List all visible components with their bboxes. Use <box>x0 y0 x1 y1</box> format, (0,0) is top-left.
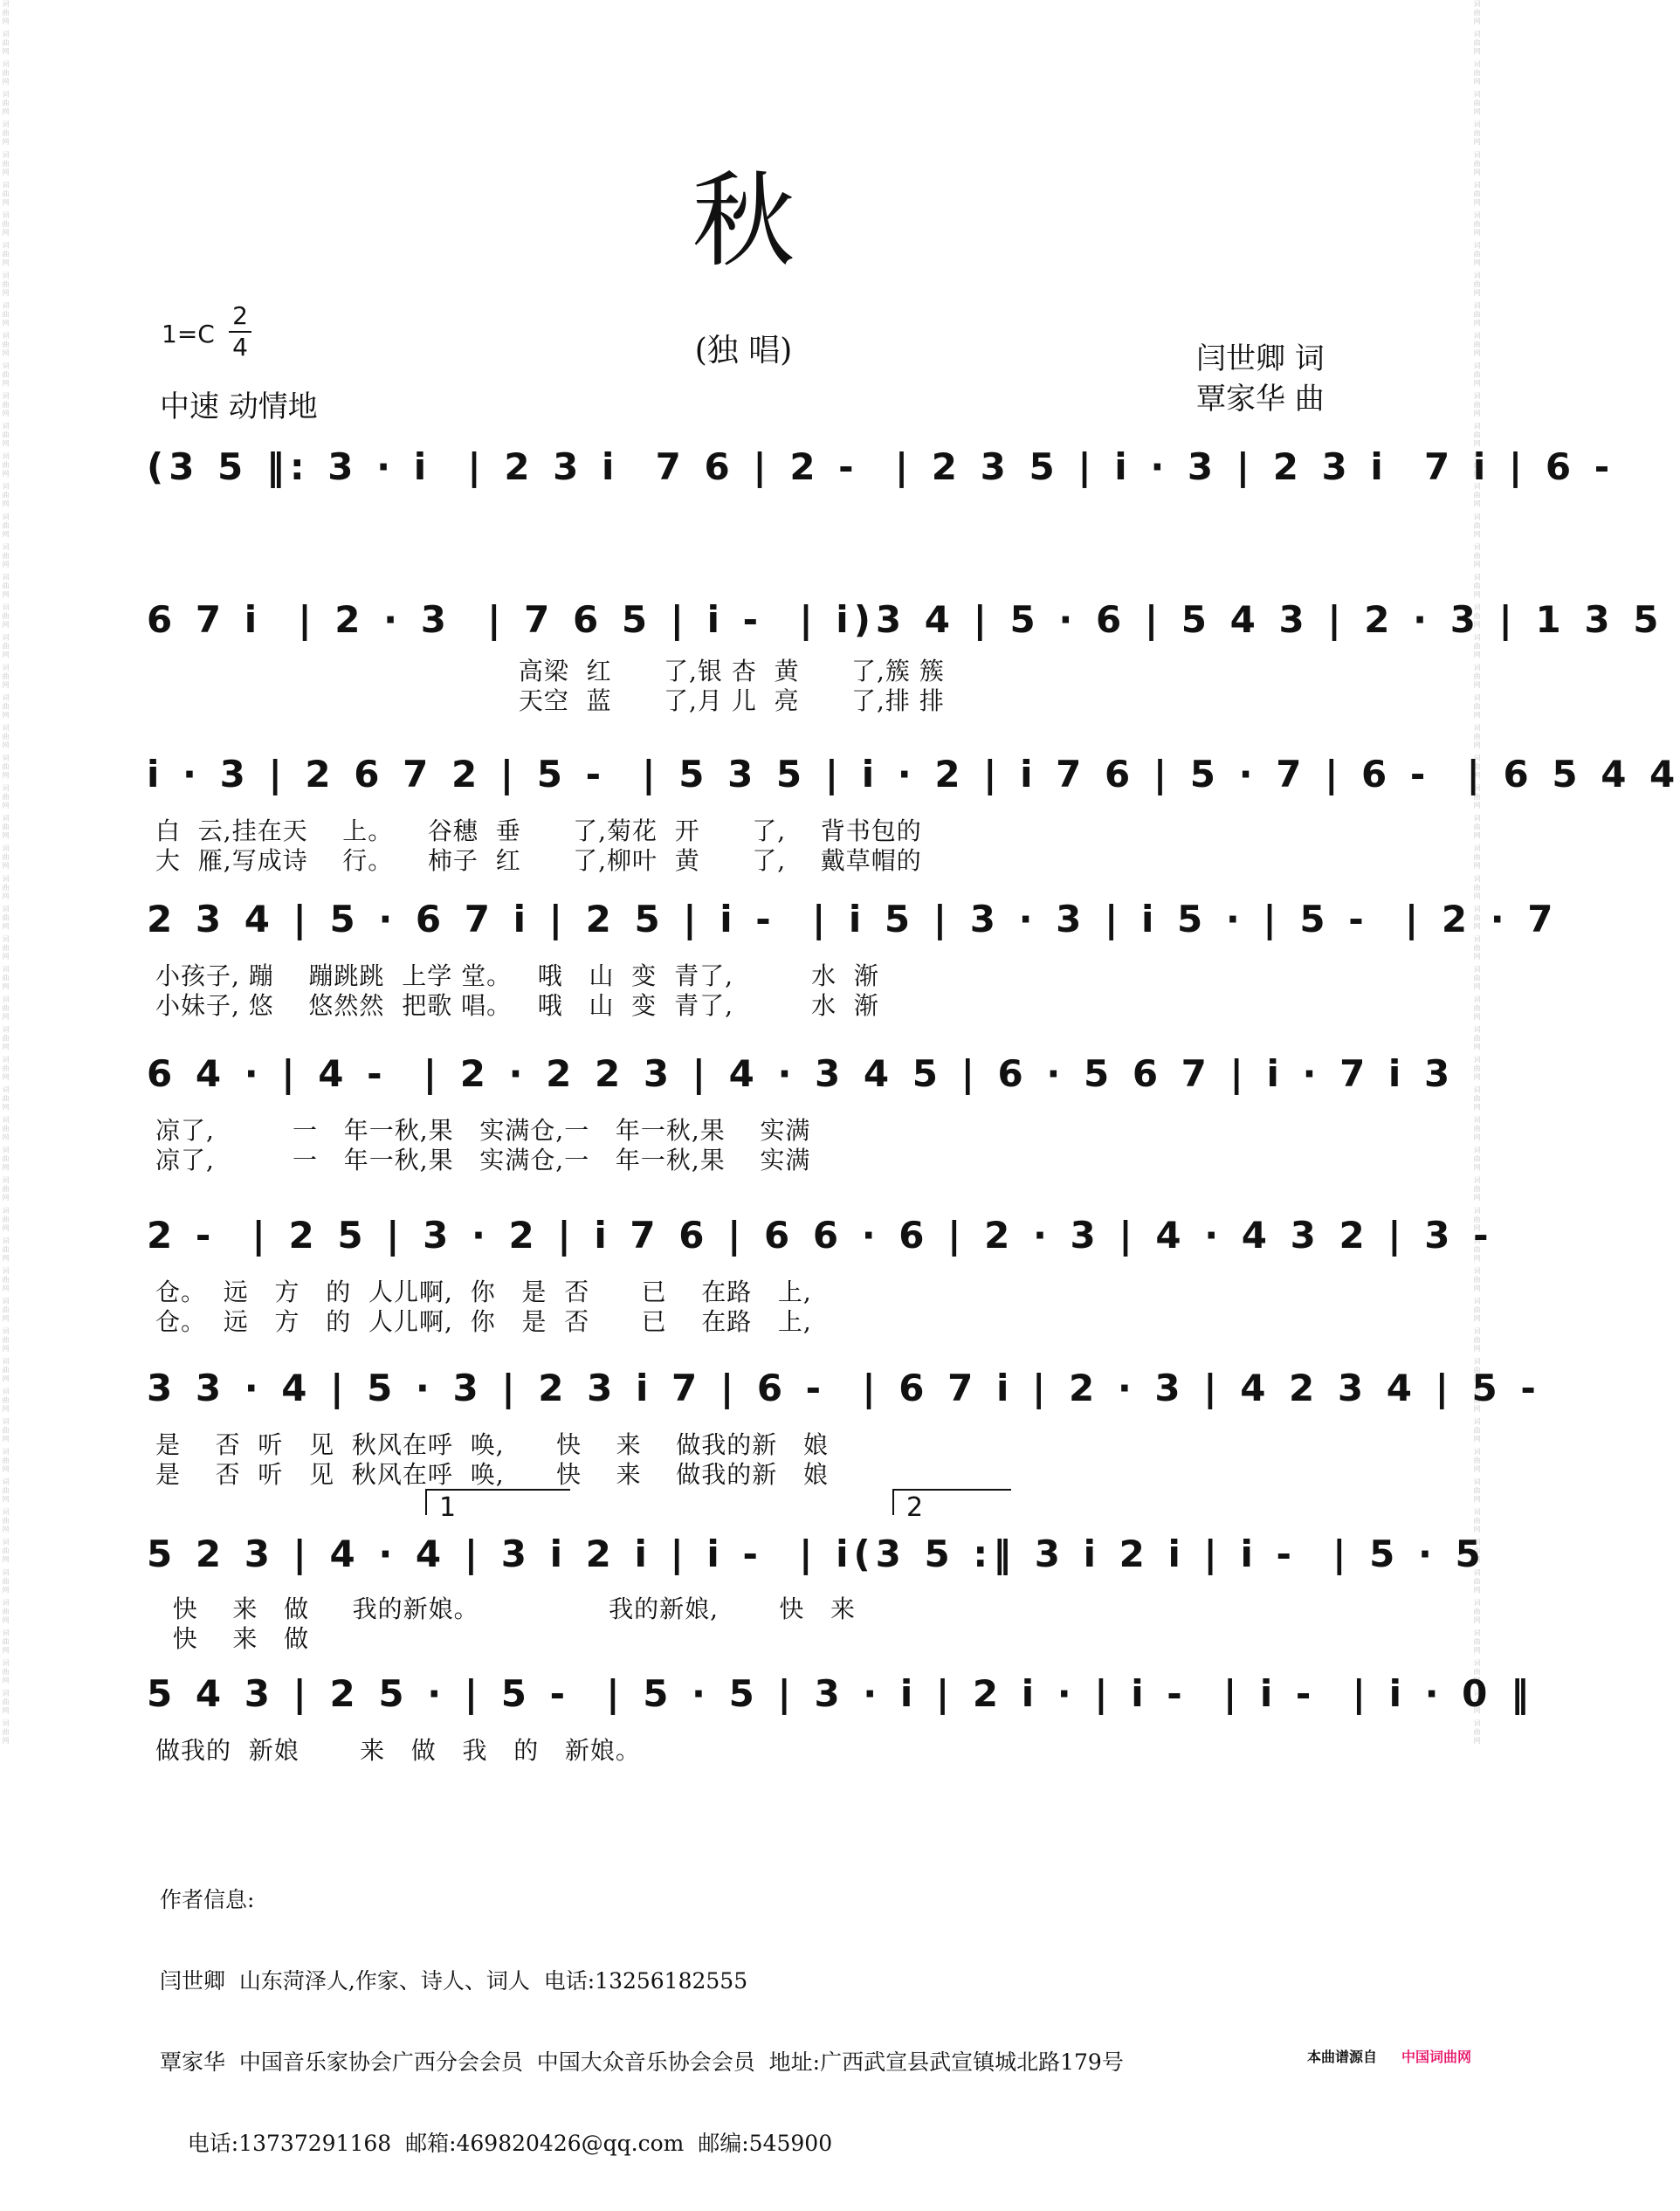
notation-line: (3 5 ‖: 3 · i | 2 3 i 7 6 | 2 - | 2 3 5 | i · 3 | 2 3 i 7 i | 6 - <box>147 445 1615 488</box>
song-title: 秋 <box>692 161 795 281</box>
time-signature-top: 2 <box>232 301 248 330</box>
author-info-heading: 作者信息: <box>160 1887 255 1912</box>
notation-line: 3 3 · 4 | 5 · 3 | 2 3 i 7 | 6 - | 6 7 i | 2 · 3 | 4 2 3 4 | 5 - <box>147 1367 1541 1409</box>
watermark-left: 词曲网 词曲网 词曲网 词曲网 词曲网 词曲网 词曲网 词曲网 词曲网 词曲网 词曲网 词曲网 词曲网 词曲网 词曲网 词曲网 词曲网 词曲网 词曲网 词曲网 词曲网 词曲网 词曲网 词曲网 词曲网 词曲网 词曲网 词曲网 词曲网 词曲网 词曲网 词曲网 词曲网 词曲网 词曲网 词曲网 词曲网 词曲网 词曲网 词曲网 词曲网 词曲网 词曲网 词曲网 词曲网 词曲网 词曲网 词曲网 词曲网 词曲网 词曲网 词曲网 词曲网 词曲网 词曲网 词曲网 词曲网 词曲网 <box>2 0 10 1746</box>
staff-line <box>147 898 1559 1029</box>
author-info <box>160 1832 1124 2211</box>
lyric-verse-2: 快 来 做 <box>155 1624 310 1653</box>
lyricist-credit: 闫世卿 词 <box>1196 341 1325 376</box>
lyric-verse-2: 天空 蓝 了,月 儿 亮 了,排 排 <box>155 686 945 715</box>
source-label: 本曲谱源自 <box>1306 2049 1377 2065</box>
watermark-right: 词曲网 词曲网 词曲网 词曲网 词曲网 词曲网 词曲网 词曲网 词曲网 词曲网 词曲网 词曲网 词曲网 词曲网 词曲网 词曲网 词曲网 词曲网 词曲网 词曲网 词曲网 词曲网 词曲网 词曲网 词曲网 词曲网 词曲网 词曲网 词曲网 词曲网 词曲网 词曲网 词曲网 词曲网 词曲网 词曲网 词曲网 词曲网 词曲网 词曲网 词曲网 词曲网 词曲网 词曲网 词曲网 词曲网 词曲网 词曲网 词曲网 词曲网 词曲网 词曲网 词曲网 词曲网 词曲网 词曲网 词曲网 词曲网 <box>1473 0 1481 1746</box>
lyric-verse-1: 白 云,挂在天 上。 谷穗 垂 了,菊花 开 了, 背书包的 <box>155 816 922 845</box>
source-brand-link[interactable]: 中国词曲网 <box>1401 2049 1471 2065</box>
key-signature: 1=C <box>162 320 215 348</box>
lyric-verse-1: 高梁 红 了,银 杏 黄 了,簇 簇 <box>155 657 945 685</box>
staff-line <box>147 445 1615 524</box>
lyric-verse-1: 仓。 远 方 的 人儿啊, 你 是 否 已 在路 上, <box>155 1278 812 1306</box>
staff-line <box>147 1214 1494 1345</box>
credits <box>1196 339 1325 419</box>
notation-line: 5 2 3 | 4 · 4 | 3 i 2 i | i - | i(3 5 :‖ 3 i 2 i | i - | 5 · 5 <box>147 1533 1486 1575</box>
lyric-verse-2: 大 雁,写成诗 行。 柿子 红 了,柳叶 黄 了, 戴草帽的 <box>155 846 922 875</box>
lyric-verse-2: 仓。 远 方 的 人儿啊, 你 是 否 已 在路 上, <box>155 1307 812 1336</box>
notation-line: 6 7 i | 2 · 3 | 7 6 5 | i - | i)3 4 | 5 · 6 | 5 4 3 | 2 · 3 | 1 3 5 <box>147 598 1664 641</box>
lyric-verse-1: 是 否 听 见 秋风在呼 唤, 快 来 做我的新 娘 <box>155 1430 829 1459</box>
lyric-verse-1: 做我的 新娘 来 做 我 的 新娘。 <box>155 1736 641 1765</box>
lyric-verse-1: 凉了, 一 年一秋,果 实满仓,一 年一秋,果 实满 <box>155 1116 811 1145</box>
lyric-verse-2: 小妹子, 悠 悠然然 把歌 唱。 哦 山 变 青了, 水 渐 <box>155 991 879 1020</box>
lyric-verse-1: 小孩子, 蹦 蹦跳跳 上学 堂。 哦 山 变 青了, 水 渐 <box>155 961 879 990</box>
song-subtitle: (独 唱) <box>694 333 793 368</box>
source-footer <box>1307 2046 1471 2066</box>
staff-line <box>147 1533 1486 1663</box>
volta-second-ending: 2 <box>892 1489 1011 1515</box>
notation-line: i · 3 | 2 6 7 2 | 5 - | 5 3 5 | i · 2 | i 7 6 | 5 · 7 | 6 - | 6 5 4 4 <box>147 753 1680 796</box>
staff-line <box>147 753 1680 884</box>
author-info-line: 覃家华 中国音乐家协会广西分会会员 中国大众音乐协会会员 地址:广西武宣县武宣镇城北路179号 <box>160 2049 1124 2075</box>
notation-line: 2 - | 2 5 | 3 · 2 | i 7 6 | 6 6 · 6 | 2 · 3 | 4 · 4 3 2 | 3 - <box>147 1214 1494 1257</box>
tempo-marking: 中速 动情地 <box>160 389 318 424</box>
staff-line <box>147 1052 1456 1183</box>
lyric-verse-2: 凉了, 一 年一秋,果 实满仓,一 年一秋,果 实满 <box>155 1146 811 1174</box>
notation-line: 2 3 4 | 5 · 6 7 i | 2 5 | i - | i 5 | 3 · 3 | i 5 · | 5 - | 2 · 7 <box>147 898 1559 940</box>
time-signature-bottom: 4 <box>232 333 248 362</box>
notation-line: 6 4 · | 4 - | 2 · 2 2 3 | 4 · 3 4 5 | 6 · 5 6 7 | i · 7 i 3 <box>147 1052 1456 1095</box>
composer-credit: 覃家华 曲 <box>1196 382 1325 417</box>
author-info-line: 闫世卿 山东菏泽人,作家、诗人、词人 电话:13256182555 <box>160 1968 748 1994</box>
staff-line <box>147 1672 1535 1768</box>
lyric-verse-1: 快 来 做 我的新娘。 我的新娘, 快 来 <box>155 1595 857 1623</box>
lyric-verse-2: 是 否 听 见 秋风在呼 唤, 快 来 做我的新 娘 <box>155 1460 829 1489</box>
volta-first-ending: 1 <box>425 1489 570 1515</box>
time-signature <box>229 303 251 361</box>
notation-line: 5 4 3 | 2 5 · | 5 - | 5 · 5 | 3 · i | 2 i · | i - | i - | i · 0 ‖ <box>147 1672 1535 1715</box>
staff-line <box>147 598 1664 729</box>
author-info-line: 电话:13737291168 邮箱:469820426@qq.com 邮编:545900 <box>160 2131 833 2156</box>
staff-line <box>147 1367 1541 1498</box>
